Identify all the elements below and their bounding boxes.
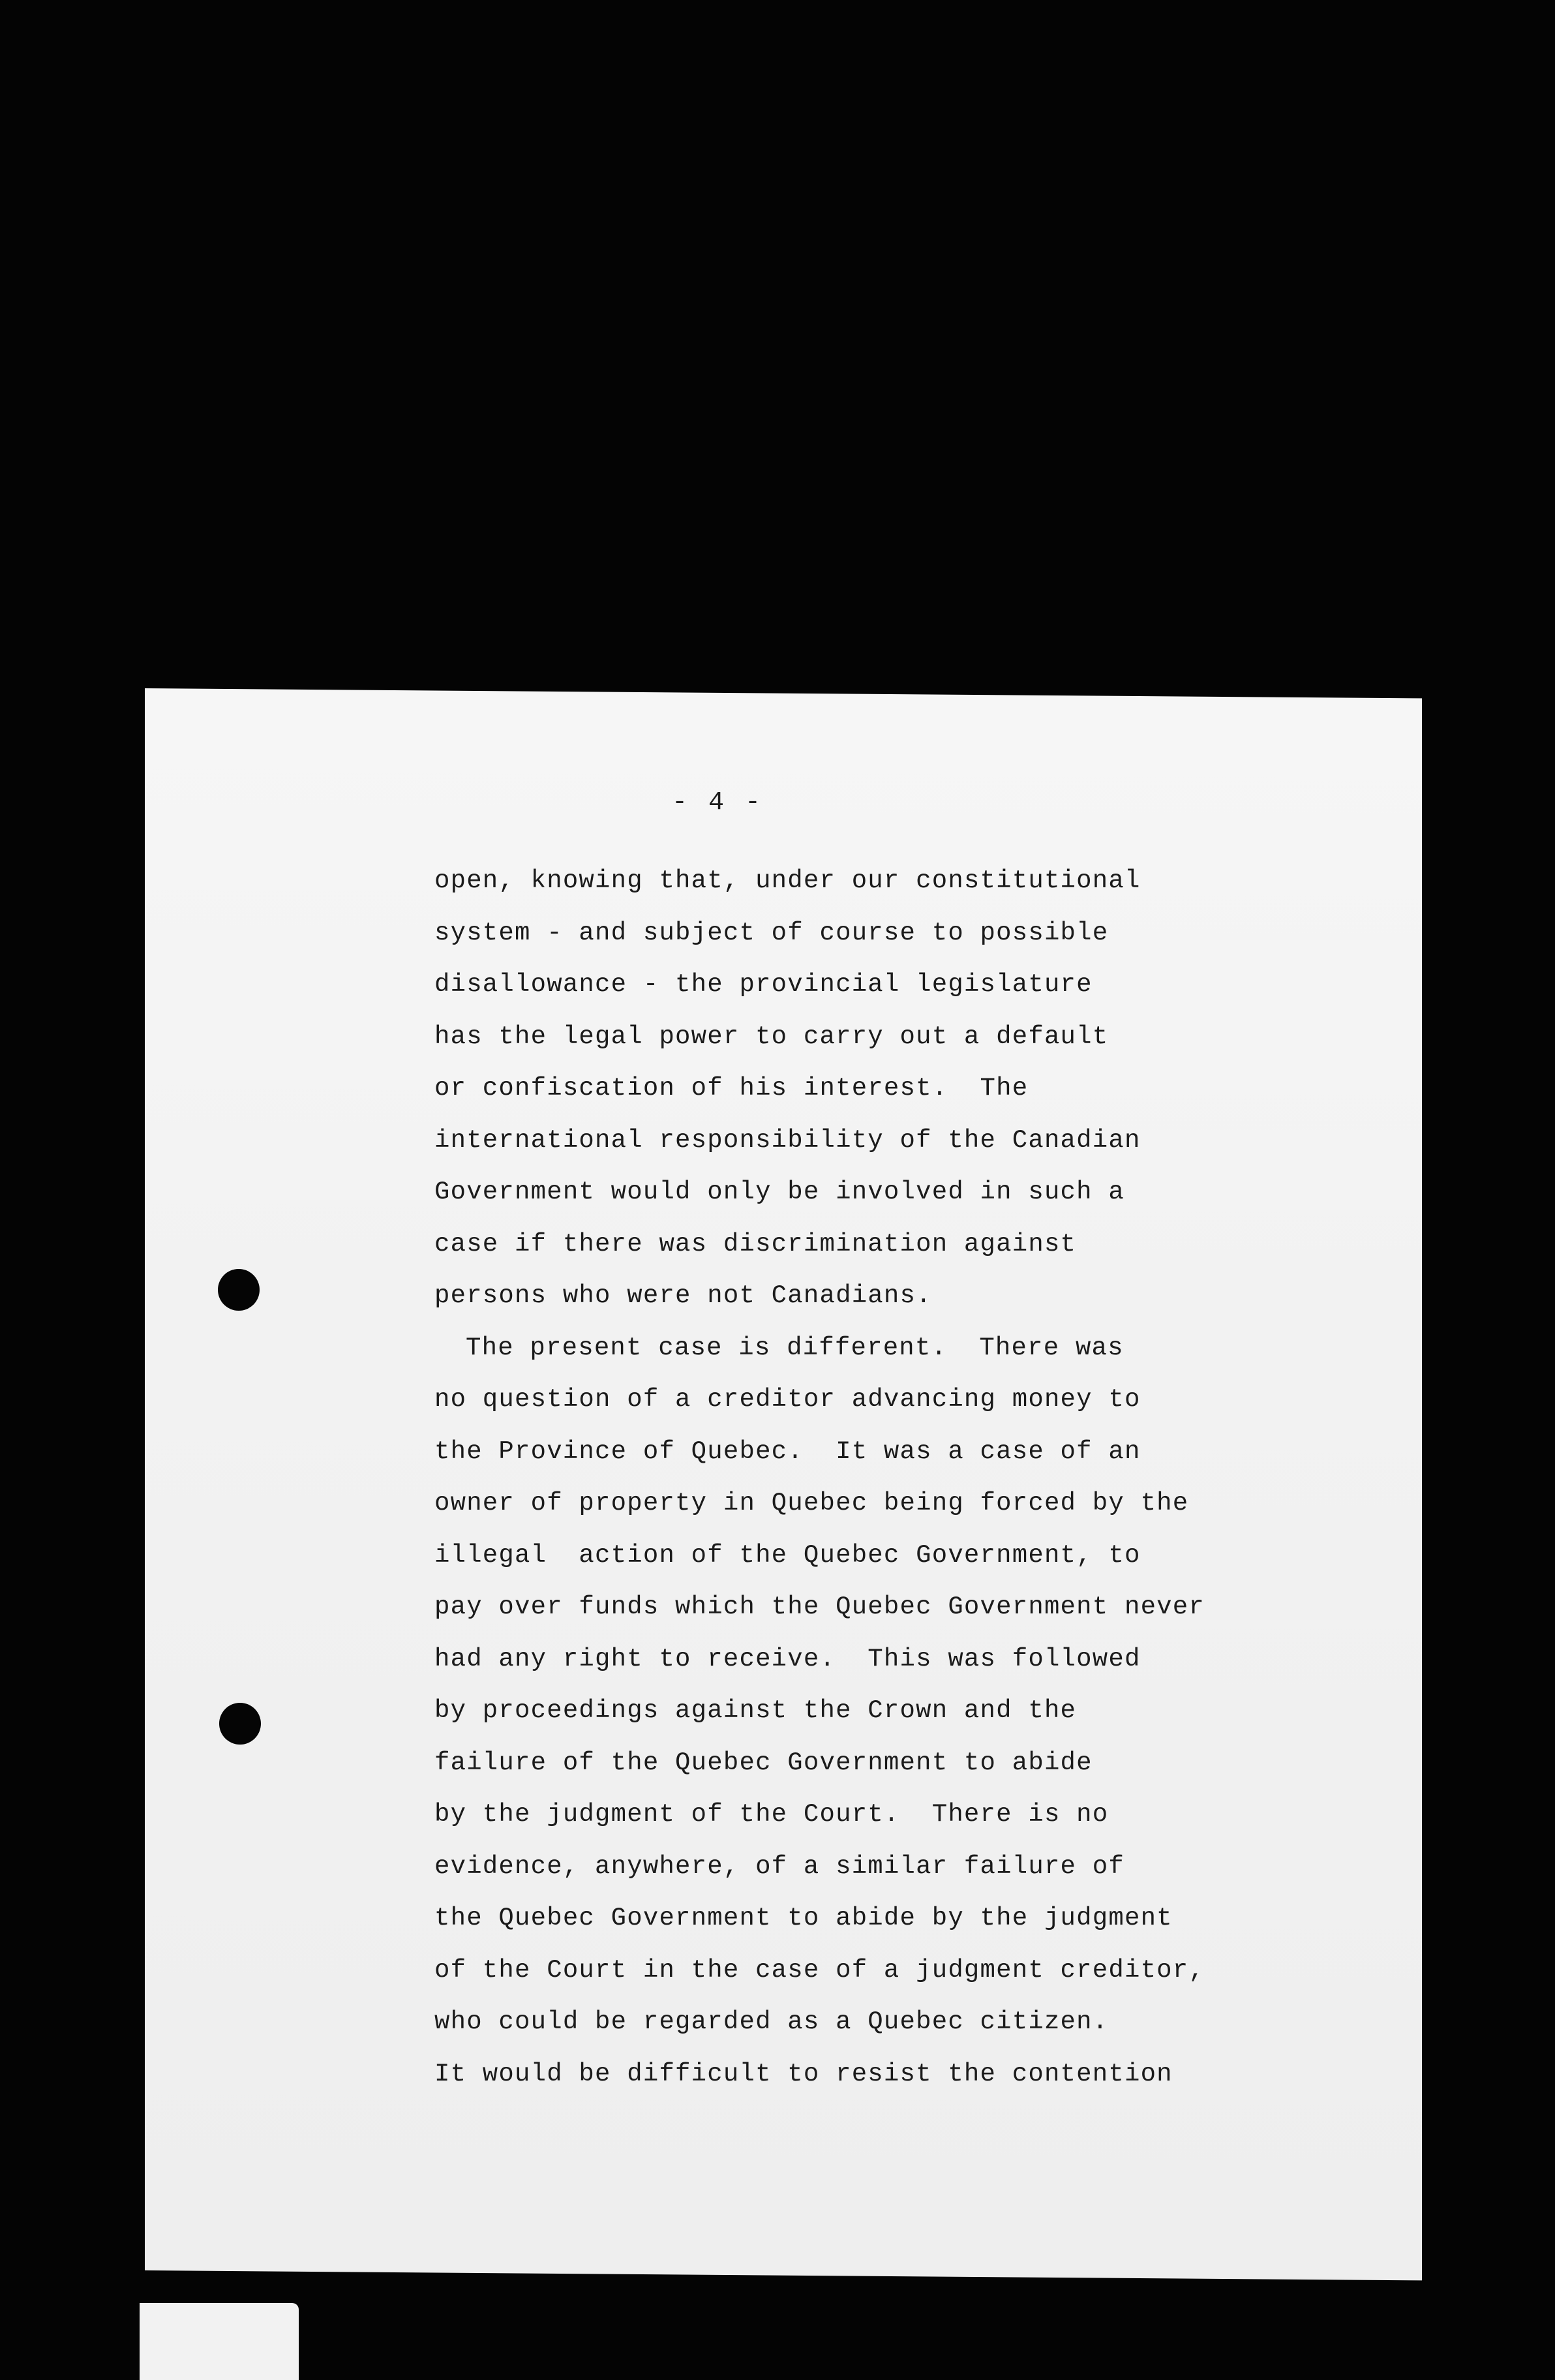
text-line: open, knowing that, under our constitutional (434, 866, 1141, 895)
text-line: or confiscation of his interest. The (434, 1074, 1029, 1103)
text-line: Government would only be involved in such a (434, 1178, 1125, 1206)
text-line: by proceedings against the Crown and the (434, 1696, 1077, 1725)
punch-hole-bottom (219, 1703, 261, 1745)
text-line: pay over funds which the Quebec Government never (434, 1593, 1205, 1621)
text-line: has the legal power to carry out a default (434, 1022, 1109, 1051)
text-line: failure of the Quebec Government to abide (434, 1748, 1093, 1777)
text-line: It would be difficult to resist the contention (434, 2059, 1173, 2088)
text-line: of the Court in the case of a judgment creditor, (434, 1955, 1205, 1985)
text-line: had any right to receive. This was followed (434, 1644, 1141, 1673)
text-line: the Quebec Government to abide by the judgment (434, 1904, 1173, 1932)
text-line: who could be regarded as a Quebec citizen. (434, 2007, 1109, 2036)
text-line: system - and subject of course to possible (434, 918, 1109, 947)
text-line: the Province of Quebec. It was a case of an (434, 1437, 1141, 1466)
page-number: - 4 - (671, 788, 764, 817)
text-line: owner of property in Quebec being forced by the (434, 1489, 1189, 1518)
text-line: no question of a creditor advancing money to (434, 1385, 1141, 1414)
text-line: illegal action of the Quebec Government, to (434, 1540, 1141, 1570)
text-line: by the judgment of the Court. There is no (434, 1800, 1109, 1829)
text-line: disallowance - the provincial legislature (434, 970, 1093, 999)
text-line: evidence, anywhere, of a similar failure of (434, 1852, 1125, 1881)
next-page-edge (140, 2303, 299, 2380)
text-line: case if there was discrimination against (434, 1229, 1077, 1259)
text-line: international responsibility of the Canadian (434, 1125, 1141, 1155)
text-line: The present case is different. There was (466, 1333, 1124, 1362)
punch-hole-top (218, 1269, 260, 1311)
document-body-text (434, 860, 1230, 2105)
text-line: persons who were not Canadians. (434, 1281, 932, 1310)
